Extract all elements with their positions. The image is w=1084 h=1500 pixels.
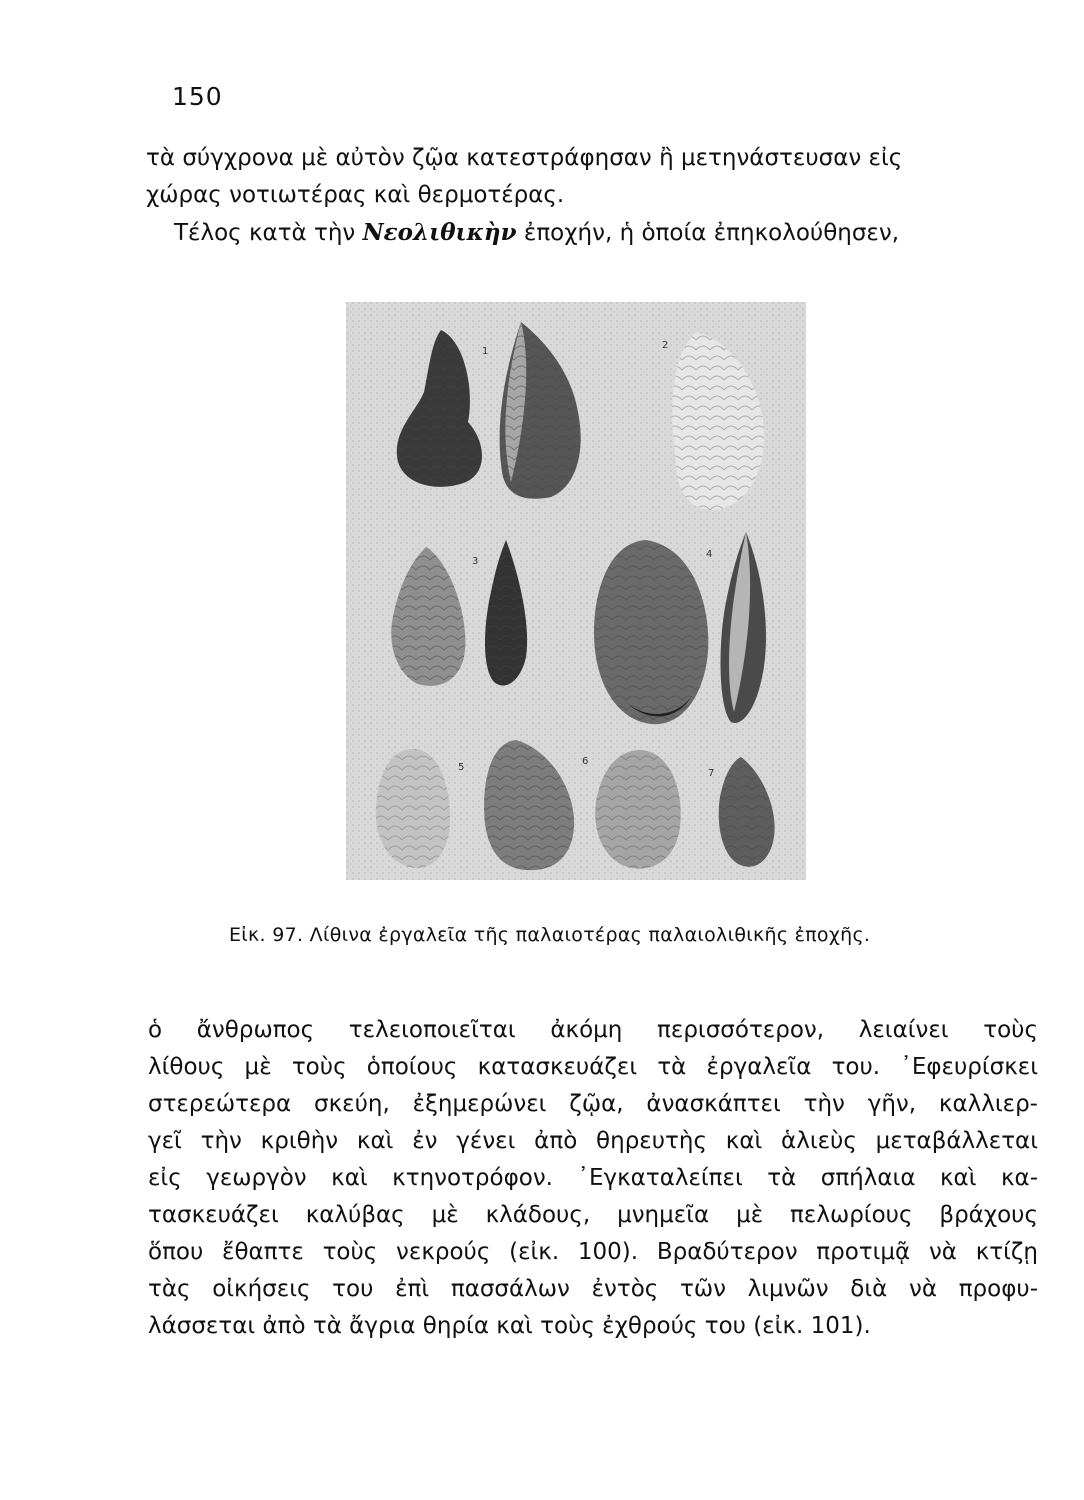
text-run: ἐποχήν, ἡ ὁποία ἐπηκολούθησεν,	[516, 220, 900, 246]
figure-caption: Εἰκ. 97. Λίθινα ἐργαλεῖα τῆς παλαιοτέρας παλαιολιθικῆς ἐποχῆς.	[229, 924, 871, 946]
figure-label: 7	[708, 768, 715, 779]
figure-label: 6	[582, 756, 589, 767]
bottom-paragraph	[148, 1012, 1038, 1345]
text-line: ὅπου ἔθαπτε τοὺς νεκρούς (εἰκ. 100). Βραδύτερον προτιμᾷ νὰ κτίζῃ	[148, 1239, 1038, 1265]
text-line: τασκευάζει καλύβας μὲ κλάδους, μνημεῖα μὲ πελωρίους βράχους	[148, 1202, 1038, 1228]
text-line: γεῖ τὴν κριθὴν καὶ ἐν γένει ἀπὸ θηρευτὴς καὶ ἁλιεὺς μεταβάλλεται	[148, 1128, 1038, 1154]
text-line: ὁ ἄνθρωπος τελειοποιεῖται ἀκόμη περισσότερον, λειαίνει τοὺς	[148, 1017, 1038, 1043]
tool-5	[376, 749, 450, 868]
text-line	[146, 214, 1026, 252]
emphasized-term: Νεολιθικὴν	[362, 219, 517, 246]
text-line: λίθους μὲ τοὺς ὁποίους κατασκευάζει τὰ ἐργαλεῖα του. ᾿Εφευρίσκει	[148, 1054, 1038, 1080]
page-number: 150	[172, 82, 223, 111]
text-line: τὰς οἰκήσεις του ἐπὶ πασσάλων ἐντὸς τῶν λιμνῶν διὰ νὰ προφυ-	[148, 1276, 1038, 1302]
text-run: Τέλος κατὰ τὴν	[174, 220, 363, 246]
text-line: τὰ σύγχρονα μὲ αὐτὸν ζῷα κατεστράφησαν ἢ μετηνάστευσαν εἰς	[146, 145, 903, 171]
figure-label: 3	[472, 556, 479, 567]
top-paragraph	[146, 140, 1026, 252]
stone-tools-figure	[346, 302, 806, 880]
figure-label: 4	[706, 549, 713, 560]
figure-label: 2	[662, 340, 669, 351]
text-line: λάσσεται ἀπὸ τὰ ἄγρια θηρία καὶ τοὺς ἐχθρούς του (εἰκ. 101).	[148, 1313, 871, 1339]
figure-label: 1	[482, 346, 489, 357]
text-line: χώρας νοτιωτέρας καὶ θερμοτέρας.	[146, 182, 565, 208]
figure-label: 5	[458, 762, 465, 773]
text-line: εἰς γεωργὸν καὶ κτηνοτρόφον. ᾿Εγκαταλείπει τὰ σπήλαια καὶ κα-	[148, 1165, 1038, 1191]
text-line: στερεώτερα σκεύη, ἐξημερώνει ζῷα, ἀνασκάπτει τὴν γῆν, καλλιερ-	[148, 1091, 1038, 1117]
